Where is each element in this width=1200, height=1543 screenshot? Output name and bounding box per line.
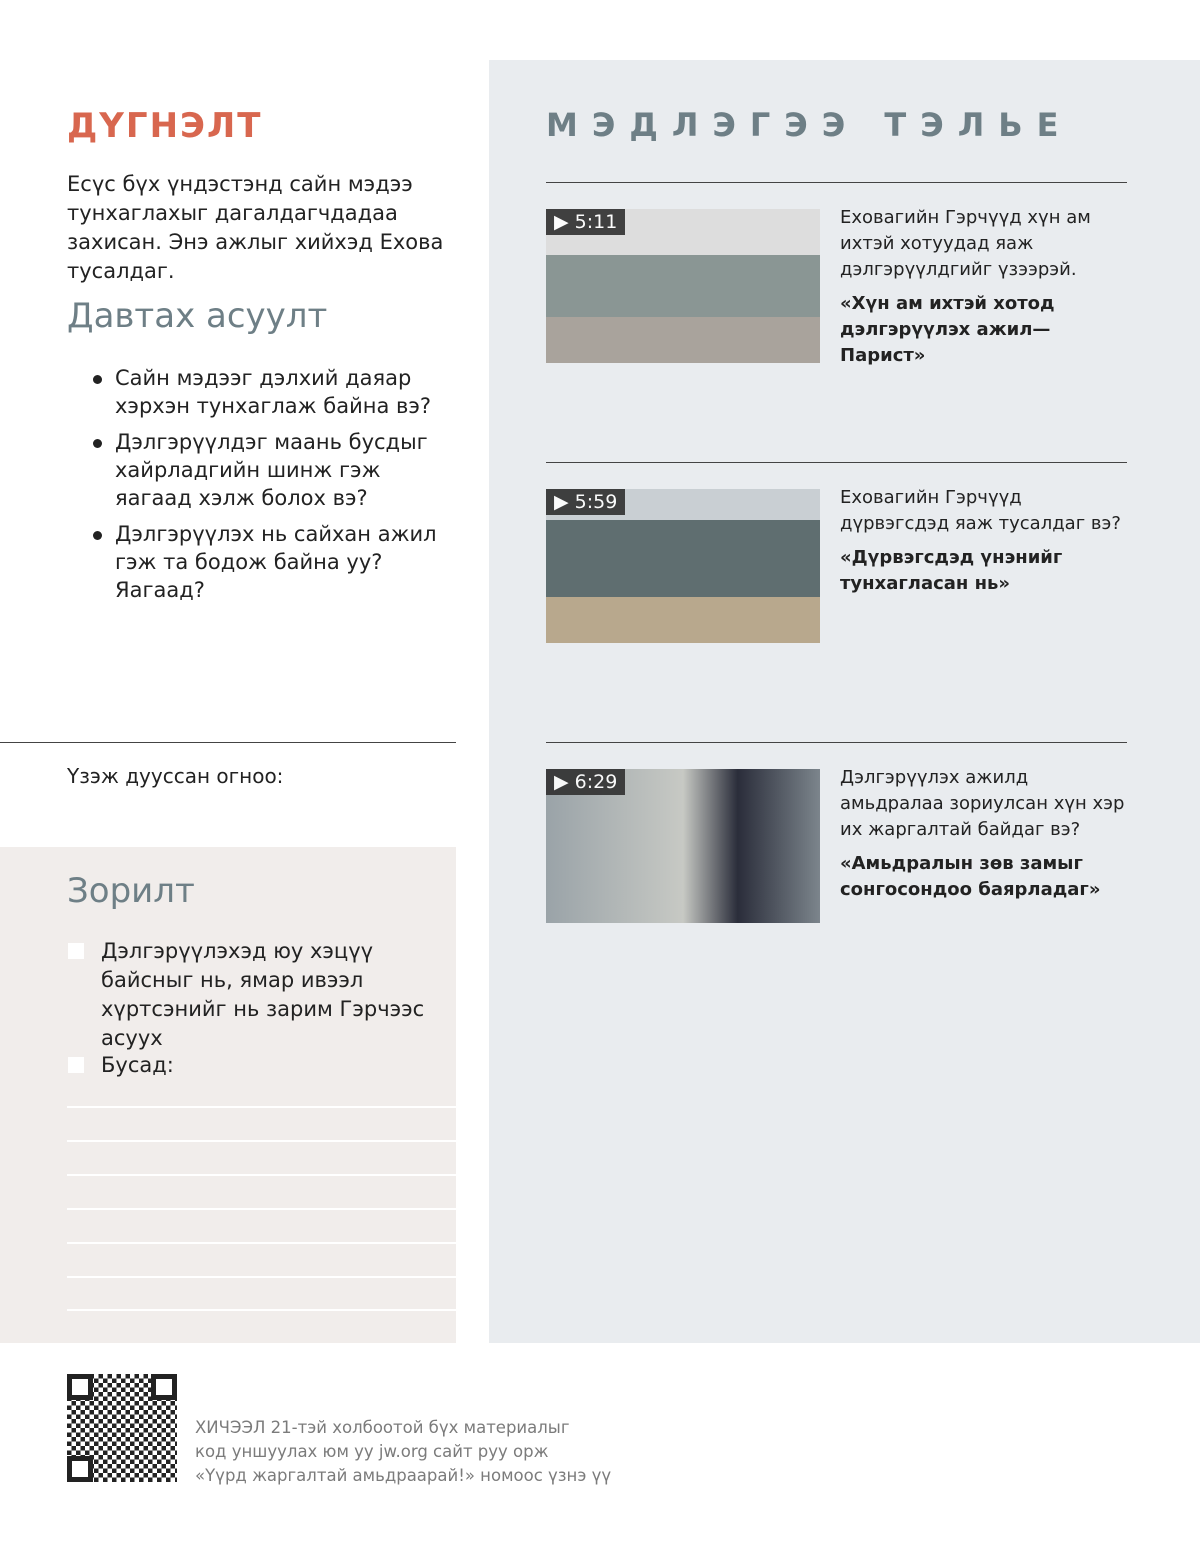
duration-badge: ▶ 5:59 bbox=[546, 489, 625, 515]
video-title[interactable]: «Дүрвэгсдэд үнэнийг тунхагласан нь» bbox=[840, 547, 1063, 594]
video-description: Дэлгэрүүлэх ажилд амьдралаа зориулсан хүн хэр их жаргалтай байдаг вэ? bbox=[840, 767, 1125, 840]
footer-text bbox=[195, 1416, 611, 1488]
goal-item: Дэлгэрүүлэхэд юу хэцүү байсныг нь, ямар ивээл хүртсэнийг нь зарим Гэрчээс асуух bbox=[101, 939, 425, 1050]
write-line[interactable] bbox=[67, 1242, 456, 1244]
video-title[interactable]: «Хүн ам ихтэй хотод дэлгэрүүлэх ажил—Парист» bbox=[840, 293, 1055, 366]
divider bbox=[546, 182, 1127, 183]
divider bbox=[546, 462, 1127, 463]
write-line[interactable] bbox=[67, 1174, 456, 1176]
duration: 5:59 bbox=[574, 491, 618, 513]
explore-heading: МЭДЛЭГЭЭ ТЭЛЬЕ bbox=[546, 106, 1073, 144]
qr-code[interactable] bbox=[67, 1374, 177, 1482]
footer-line: «Үүрд жаргалтай амьдраарай!» номоос үзнэ үү bbox=[195, 1466, 612, 1485]
write-line[interactable] bbox=[67, 1140, 456, 1142]
review-questions bbox=[93, 364, 443, 612]
duration-badge: ▶ 5:11 bbox=[546, 209, 625, 235]
footer-line: ХИЧЭЭЛ 21-тэй холбоотой бүх материалыг bbox=[195, 1418, 570, 1437]
write-line[interactable] bbox=[67, 1106, 456, 1108]
footer-line: код уншуулах юм уу jw.org сайт руу орж bbox=[195, 1442, 549, 1461]
question: Сайн мэдээг дэлхий даяар хэрхэн тунхаглаж байна вэ? bbox=[93, 364, 443, 420]
video-thumbnail[interactable] bbox=[546, 769, 820, 923]
video-title[interactable]: «Амьдралын зөв замыг сонгосондоо баярладаг» bbox=[840, 853, 1101, 900]
write-line[interactable] bbox=[67, 1208, 456, 1210]
other-checkbox[interactable] bbox=[68, 1057, 84, 1073]
video-description: Еховагийн Гэрчүүд дүрвэгсдэд яаж тусалдаг вэ? bbox=[840, 487, 1121, 534]
duration: 6:29 bbox=[574, 771, 618, 793]
summary-heading: ДҮГНЭЛТ bbox=[67, 106, 263, 146]
completed-date-label: Үзэж дууссан огноо: bbox=[67, 764, 284, 788]
write-line[interactable] bbox=[67, 1309, 456, 1311]
divider bbox=[0, 742, 456, 743]
goal-item-other: Бусад: bbox=[101, 1053, 174, 1077]
video-description: Еховагийн Гэрчүүд хүн ам ихтэй хотуудад яаж дэлгэрүүлдгийг үзээрэй. bbox=[840, 207, 1091, 280]
goal-checkbox[interactable] bbox=[68, 943, 84, 959]
explore-panel bbox=[489, 60, 1200, 1343]
question: Дэлгэрүүлдэг маань бусдыг хайрладгийн шинж гэж яагаад хэлж болох вэ? bbox=[93, 428, 443, 512]
duration: 5:11 bbox=[574, 211, 618, 233]
video-thumbnail[interactable] bbox=[546, 209, 820, 363]
divider bbox=[546, 742, 1127, 743]
write-line[interactable] bbox=[67, 1276, 456, 1278]
duration-badge: ▶ 6:29 bbox=[546, 769, 625, 795]
question: Дэлгэрүүлэх нь сайхан ажил гэж та бодож байна уу? Яагаад? bbox=[93, 520, 443, 604]
goal-panel bbox=[0, 847, 456, 1343]
goal-heading: Зорилт bbox=[67, 871, 195, 911]
summary-text: Есүс бүх үндэстэнд сайн мэдээ тунхаглахыг дагалдагчдадаа захисан. Энэ ажлыг хийхэд Ехова тусалдаг. bbox=[67, 172, 444, 283]
review-heading: Давтах асуулт bbox=[67, 296, 328, 336]
video-thumbnail[interactable] bbox=[546, 489, 820, 643]
